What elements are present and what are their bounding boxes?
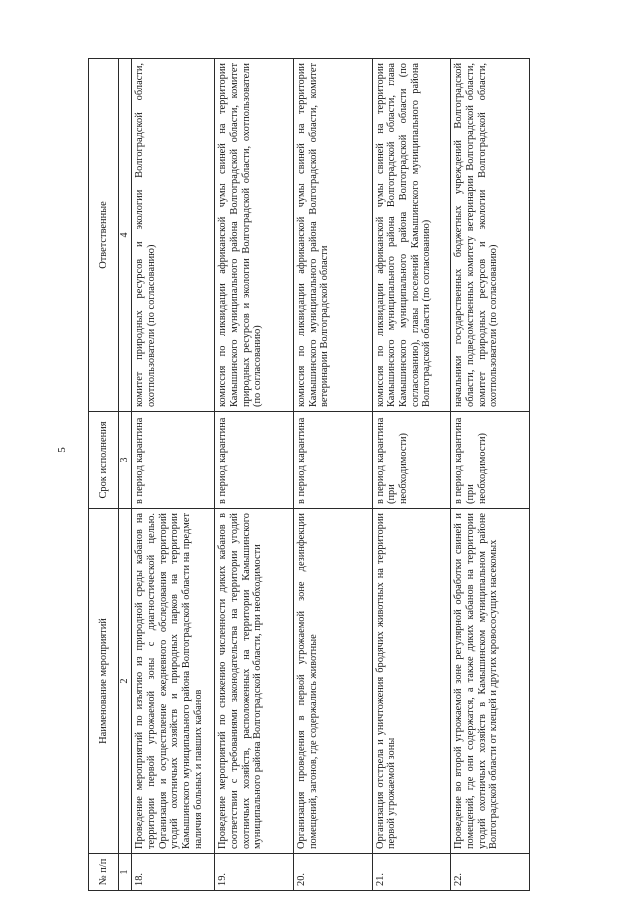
header-resp: Ответственные	[89, 59, 119, 412]
rotated-table-frame	[88, 59, 530, 891]
column-number-row	[118, 59, 132, 891]
row-name: Проведение во второй угрожаемой зоне регулярной обработки свиней и помещений, где они содержатся, а также диких кабанов на территории угодий охотничьих хозяйств в Камышинском муниципальном районе Волгоградской области от клещей и других кровососущих насекомых	[451, 509, 530, 854]
page-number: 5	[56, 447, 68, 453]
row-num: 18.	[132, 854, 215, 891]
table-row	[132, 59, 215, 891]
column-number: 2	[118, 509, 132, 854]
row-term: в период карантина (при необходимости)	[372, 412, 451, 509]
column-number: 1	[118, 854, 132, 891]
measures-table	[88, 58, 530, 891]
row-resp: комиссия по ликвидации африканской чумы свиней на территории Камышинского муниципального района Волгоградской области, глава Камышинского муниципального района Волгоградской области (по согласованию), главы поселений Камышинского муниципального района Волгоградской области (по согласованию)	[372, 59, 451, 412]
row-num: 21.	[372, 854, 451, 891]
table-row	[451, 59, 530, 891]
row-term: в период карантина	[132, 412, 215, 509]
column-number: 4	[118, 59, 132, 412]
row-resp: комитет природных ресурсов и экологии Волгоградской области, охотпользователи (по согласованию)	[132, 59, 215, 412]
row-resp: начальники государственных бюджетных учреждений Волгоградской области, подведомственных комитету ветеринарии Волгоградской области, комитет природных ресурсов и экологии Волгоградской области, охотпользователи (по согласованию)	[451, 59, 530, 412]
row-name: Организация отстрела и уничтожения бродячих животных на территории первой угрожаемой зоны	[372, 509, 451, 854]
table-row	[372, 59, 451, 891]
row-resp: комиссия по ликвидации африканской чумы свиней на территории Камышинского муниципального района Волгоградской области, комитет природных ресурсов и экологии Волгоградской области, охотпользователи (по согласованию)	[215, 59, 294, 412]
header-name: Наименование мероприятий	[89, 509, 119, 854]
row-term: в период карантина	[293, 412, 372, 509]
row-num: 20.	[293, 854, 372, 891]
row-name: Проведение мероприятий по изъятию из природной среды кабанов на территории первой угрожаемой зоны с диагностической целью. Организация и осуществление ежедневного обследования территорий угодий охотничьих хозяйств и природных парков на территории Камышинского муниципального района Волгоградской области на предмет наличия больных и павших кабанов	[132, 509, 215, 854]
header-term: Срок исполнения	[89, 412, 119, 509]
row-num: 22.	[451, 854, 530, 891]
table-row	[293, 59, 372, 891]
table-header-row	[89, 59, 119, 891]
rotated-table-container	[88, 59, 530, 891]
header-num: № п/п	[89, 854, 119, 891]
row-num: 19.	[215, 854, 294, 891]
row-term: в период карантина (при необходимости)	[451, 412, 530, 509]
row-term: в период карантина	[215, 412, 294, 509]
row-resp: комиссия по ликвидации африканской чумы свиней на территории Камышинского муниципального района Волгоградской области, комитет ветеринарии Волгоградской области	[293, 59, 372, 412]
column-number: 3	[118, 412, 132, 509]
row-name: Проведение мероприятий по снижению численности диких кабанов в соответствии с требованиями законодательства на территории угодий охотничьих хозяйств, расположенных на территории Камышинского муниципального района Волгоградской области, при необходимости	[215, 509, 294, 854]
table-row	[215, 59, 294, 891]
row-name: Организация проведения в первой угрожаемой зоне дезинфекции помещений, загонов, где содержались животные	[293, 509, 372, 854]
